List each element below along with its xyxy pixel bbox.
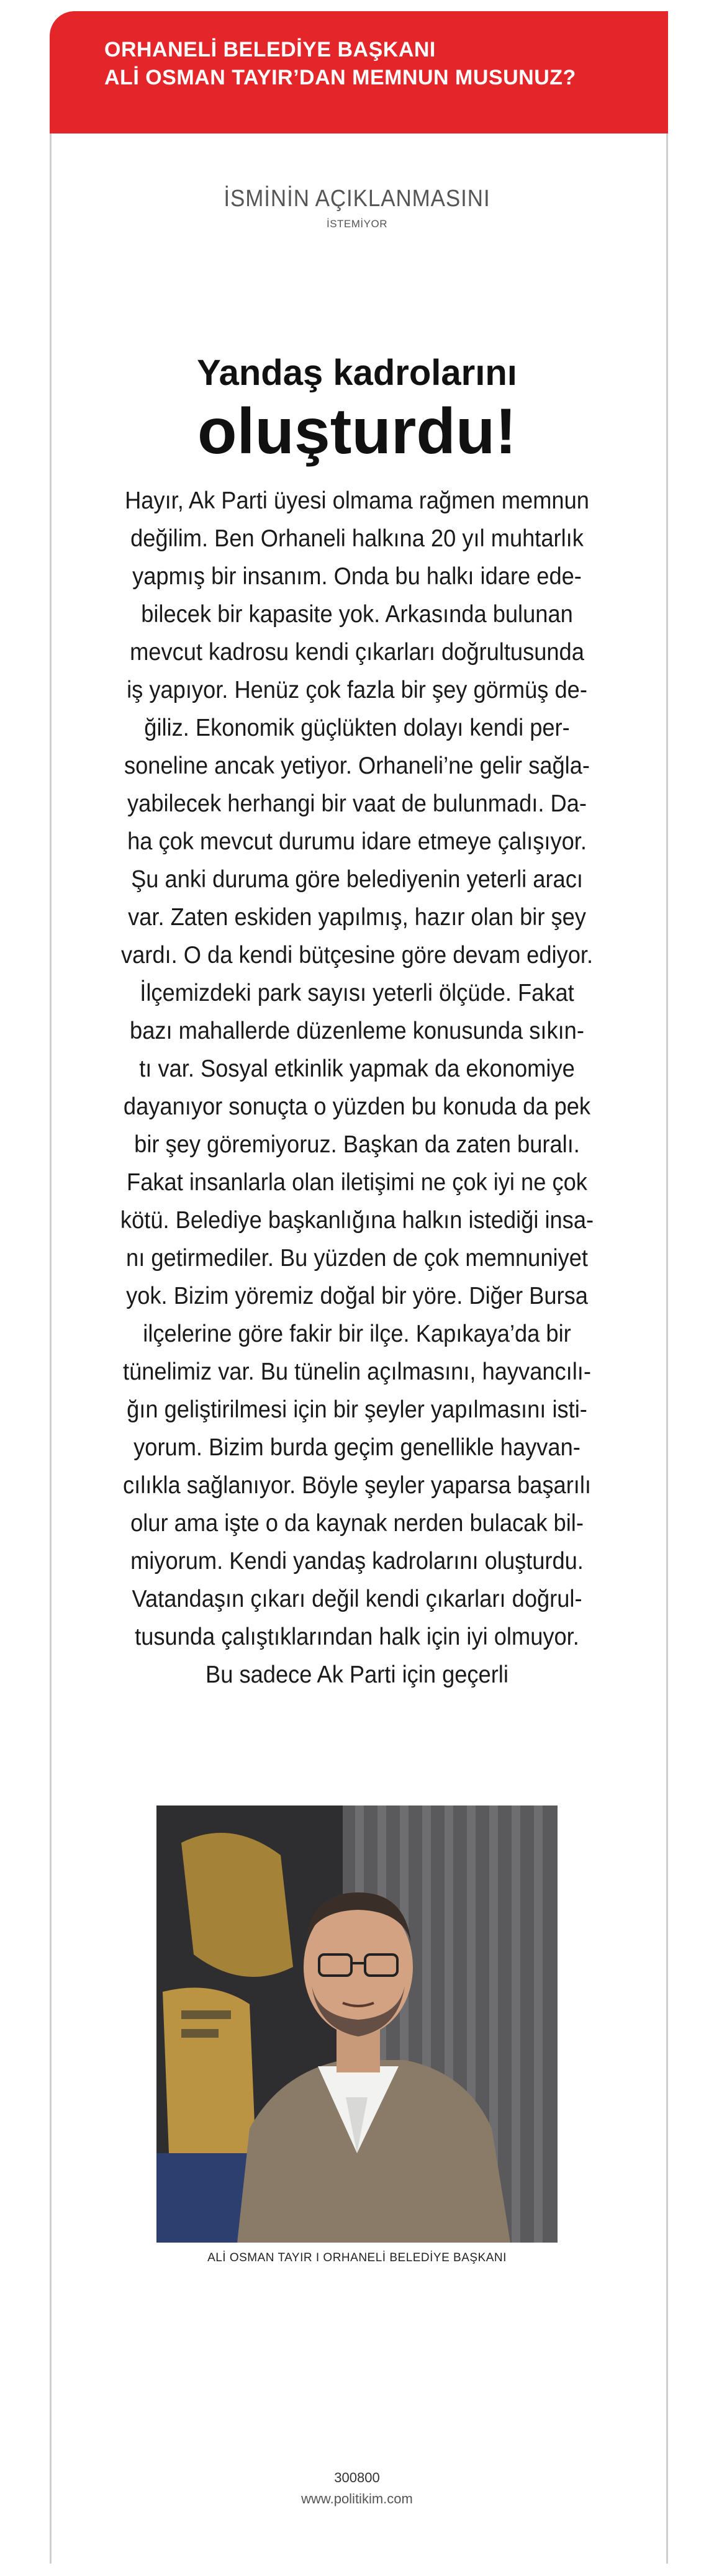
body-line: değilim. Ben Orhaneli halkına 20 yıl muhtarlık xyxy=(130,525,584,552)
body-line: mevcut kadrosu kendi çıkarları doğrultusunda xyxy=(130,639,584,666)
footer-website: www.politikim.com xyxy=(301,2491,413,2506)
body-line: yabilecek herhangi bir vaat de bulunmadı. Da- xyxy=(127,790,587,817)
body-line: kötü. Belediye başkanlığına halkın istediği insa- xyxy=(120,1207,594,1234)
body-line: var. Zaten eskiden yapılmış, hazır olan bir şey xyxy=(128,904,586,931)
body-line: Bu sadece Ak Parti için geçerli xyxy=(206,1661,508,1688)
body-line: miyorum. Kendi yandaş kadrolarını oluşturdu. xyxy=(130,1548,584,1575)
body-line: ğın geliştirilmesi için bir şeyler yapılmasını isti- xyxy=(127,1396,587,1423)
kicker-sublabel: İSTEMİYOR xyxy=(326,218,387,230)
question-header-banner xyxy=(50,11,668,133)
article-body xyxy=(101,482,613,1694)
body-line: yapmış bir insanım. Onda bu halkı idare ede- xyxy=(132,563,582,590)
portrait-photo xyxy=(156,1805,558,2243)
left-border-rule xyxy=(50,133,52,2564)
photo-caption: ALİ OSMAN TAYIR I ORHANELİ BELEDİYE BAŞKANI xyxy=(207,2251,507,2264)
body-line: iş yapıyor. Henüz çok fazla bir şey görmüş de- xyxy=(127,677,587,703)
body-line: olur ama işte o da kaynak nerden bulacak bil- xyxy=(130,1510,584,1537)
body-line: bazı mahallerde düzenleme konusunda sıkın- xyxy=(130,1018,584,1044)
body-line: Şu anki duruma göre belediyenin yeterli aracı xyxy=(131,866,583,893)
body-line: yok. Bizim yöremiz doğal bir yöre. Diğer Bursa xyxy=(126,1283,588,1309)
headline-line-2: oluşturdu! xyxy=(197,395,517,468)
body-line: nı getirmediler. Bu yüzden de çok memnuniyet xyxy=(126,1245,588,1272)
body-line: tusunda çalıştıklarından halk için iyi olmuyor. xyxy=(135,1624,579,1650)
body-line: Fakat insanlarla olan iletişimi ne çok iyi ne çok xyxy=(127,1169,587,1196)
right-border-rule xyxy=(666,133,668,2564)
body-line: bir şey göremiyoruz. Başkan da zaten buralı. xyxy=(134,1131,580,1158)
body-line: Hayır, Ak Parti üyesi olmama rağmen memnun xyxy=(125,487,589,514)
footer-number: 300800 xyxy=(334,2470,380,2485)
body-line: dayanıyor sonuçta o yüzden bu konuda da pek xyxy=(123,1093,591,1120)
body-line: cılıkla sağlanıyor. Böyle şeyler yaparsa başarılı xyxy=(123,1472,591,1499)
header-line-1: ORHANELİ BELEDİYE BAŞKANI xyxy=(104,38,436,61)
body-line: ğiliz. Ekonomik güçlükten dolayı kendi per- xyxy=(144,715,570,741)
header-line-2: ALİ OSMAN TAYIR’DAN MEMNUN MUSUNUZ? xyxy=(104,66,576,89)
body-line: tı var. Sosyal etkinlik yapmak da ekonomiye xyxy=(139,1055,575,1082)
body-line: vardı. O da kendi bütçesine göre devam ediyor. xyxy=(120,942,594,969)
body-line: ha çok mevcut durumu idare etmeye çalışıyor. xyxy=(127,828,587,855)
body-line: ilçelerine göre fakir bir ilçe. Kapıkaya’da bir xyxy=(143,1321,571,1347)
headline-line-1: Yandaş kadrolarını xyxy=(197,353,517,393)
body-line: bilecek bir kapasite yok. Arkasında bulunan xyxy=(141,601,573,628)
body-line: tünelimiz var. Bu tünelin açılmasını, hayvancılı- xyxy=(123,1358,591,1385)
body-line: İlçemizdeki park sayısı yeterli ölçüde. Fakat xyxy=(140,980,574,1006)
body-line: Vatandaşın çıkarı değil kendi çıkarları doğrul- xyxy=(132,1586,582,1612)
body-line: yorum. Bizim burda geçim genellikle hayvan- xyxy=(133,1434,581,1461)
body-line: soneline ancak yetiyor. Orhaneli’ne gelir sağla- xyxy=(124,752,590,779)
kicker-label: İSMİNİN AÇIKLANMASINI xyxy=(224,186,490,212)
